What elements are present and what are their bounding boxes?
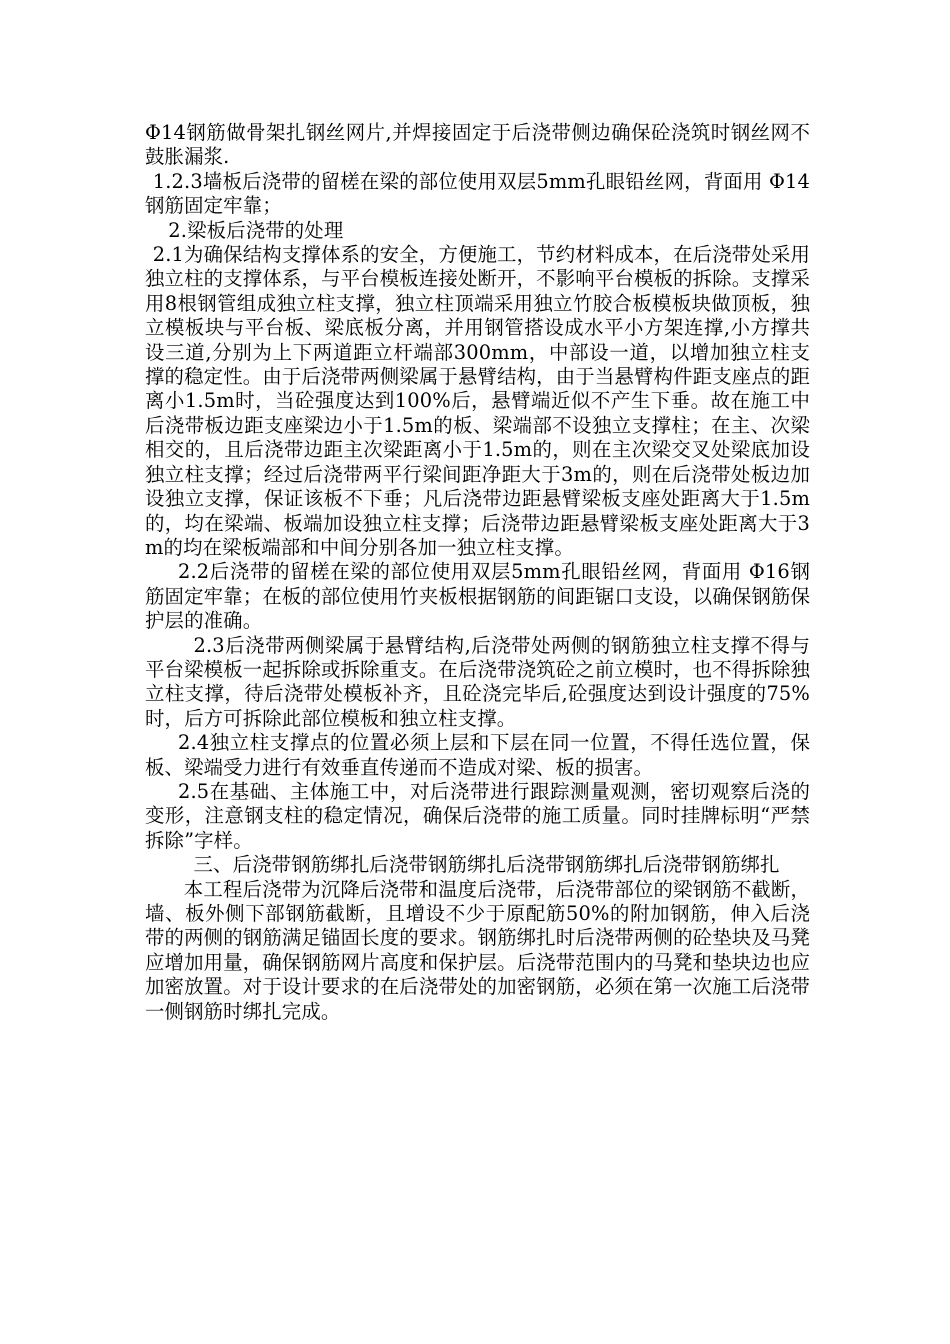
section-heading-2: 2.梁板后浇带的处理 [168,218,344,242]
section-heading-3: 三、后浇带钢筋绑扎后浇带钢筋绑扎后浇带钢筋绑扎后浇带钢筋绑扎 [193,853,780,877]
paragraph-2-5: 2.5在基础、主体施工中，对后浇带进行跟踪测量观测，密切观察后浇的变形，注意钢支柱的稳定情况，确保后浇带的施工质量。同时挂牌标明“严禁拆除”字样。 [145,779,810,852]
paragraph-project-description: 本工程后浇带为沉降后浇带和温度后浇带，后浇带部位的梁钢筋不截断，墙、板外侧下部钢筋截断，且增设不少于原配筋50%的附加钢筋，伸入后浇带的两侧的钢筋满足锚固长度的要求。钢筋绑扎时后浇带两侧的砼垫块及马凳应增加用量，确保钢筋网片高度和保护层。后浇带范围内的马凳和垫块边也应加密放置。对于设计要求的在后浇带处的加密钢筋，必须在第一次施工后浇带一侧钢筋时绑扎完成。 [145,877,810,1023]
paragraph-2-1: 2.1为确保结构支撑体系的安全，方便施工，节约材料成本，在后浇带处采用独立柱的支撑体系，与平台模板连接处断开，不影响平台模板的拆除。支撑采用8根钢管组成独立柱支撑，独立柱顶端采用独立竹胶合板模板块做顶板，独立模板块与平台板、梁底板分离，并用钢管搭设成水平小方架连撑,小方撑共设三道,分别为上下两道距立杆端部300mm，中部设一道，以增加独立柱支撑的稳定性。由于后浇带两侧梁属于悬臂结构，由于当悬臂构件距支座点的距离小1.5m时，当砼强度达到100%后，悬臂端近似不产生下垂。故在施工中后浇带板边距支座梁边小于1.5m的板、梁端部不设独立支撑柱；在主、次梁相交的，且后浇带边距主次梁距离小于1.5m的，则在主次梁交叉处梁底加设独立柱支撑；经过后浇带两平行梁间距净距大于3m的，则在后浇带处板边加设独立支撑，保证该板不下垂；凡后浇带边距悬臂梁板支座处距离大于1.5m的，均在梁端、板端加设独立柱支撑；后浇带边距悬臂梁板支座处距离大于3m的均在梁板端部和中间分别各加一独立柱支撑。 [145,243,810,559]
paragraph-2-4: 2.4独立柱支撑点的位置必须上层和下层在同一位置，不得任选位置，保板、梁端受力进行有效垂直传递而不造成对梁、板的损害。 [145,731,810,779]
document-body [145,121,810,1024]
paragraph-2-3: 2.3后浇带两侧梁属于悬臂结构,后浇带处两侧的钢筋独立柱支撑不得与平台梁模板一起拆除或拆除重支。在后浇带浇筑砼之前立模时，也不得拆除独立柱支撑，待后浇带处模板补齐，且砼浇完毕后,砼强度达到设计强度的75%时，后方可拆除此部位模板和独立柱支撑。 [145,633,810,730]
paragraph-rebar-mesh: Φ14钢筋做骨架扎钢丝网片,并焊接固定于后浇带侧边确保砼浇筑时钢丝网不鼓胀漏浆. [145,121,810,169]
paragraph-1-2-3: 1.2.3墙板后浇带的留槎在梁的部位使用双层5mm孔眼铅丝网，背面用 Φ14钢筋固定牢靠； [145,169,810,218]
paragraph-2-2: 2.2后浇带的留槎在梁的部位使用双层5mm孔眼铅丝网，背面用 Φ16钢筋固定牢靠；在板的部位使用竹夹板根据钢筋的间距锯口支设，以确保钢筋保护层的准确。 [145,560,810,633]
